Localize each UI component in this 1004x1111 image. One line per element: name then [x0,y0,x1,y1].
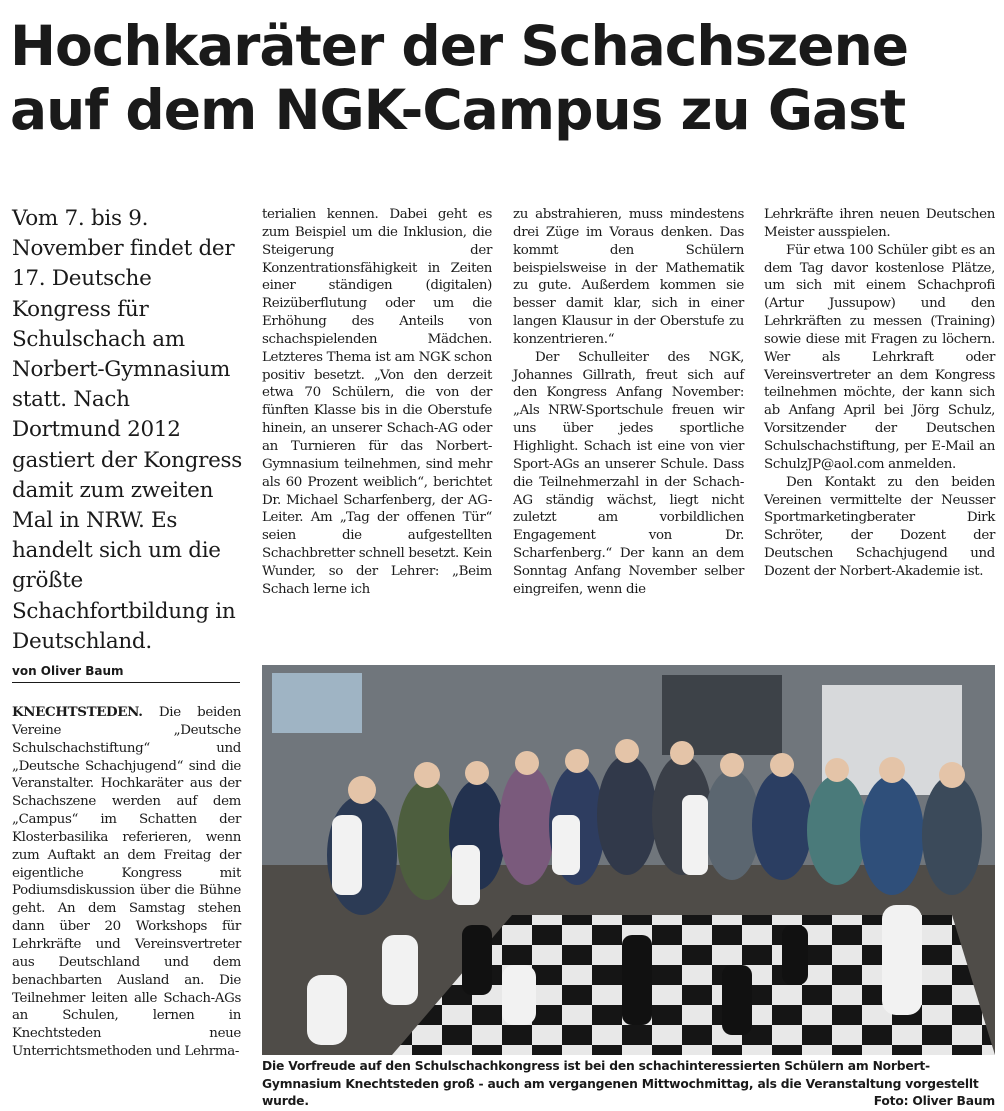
caption-text: Die Vorfreude auf den Schulschachkongress ist bei den schachinteressierten Schülern am Norbert-Gymnasium Knechtsteden groß - auch am vergangenen Mittwochmittag, als die Veranstaltung vorgestellt wurde. [262,1059,979,1108]
window [272,673,362,733]
article-paragraph: terialien kennen. Dabei geht es zum Beispiel um die Inklusion, die Steigerung der Konzentrationsfähigkeit in Zeiten einer ständigen (digitalen) Reizüberflutung oder um die Erhöhung des Anteils von schachspielenden Mädchen. Letzteres Thema ist am NGK schon positiv besetzt. „Von den derzeit etwa 70 Schülern, die von der fünften Klasse bis in die Oberstufe hinein, an unserer Schach-AG oder an Turnieren für das Norbert-Gymnasium teilnehmen, sind mehr als 60 Prozent weiblich“, berichtet Dr. Michael Scharfenberg, der AG-Leiter. Am „Tag der offenen Tür“ seien die aufgestellten Schachbretter schnell besetzt. Kein Wunder, so der Lehrer: „Beim Schach lerne ich [262,207,492,597]
article-column-2 [262,206,492,599]
photo-caption [262,1058,995,1111]
article-paragraph: Den Kontakt zu den beiden Vereinen vermittelte der Neusser Sportmarketingberater Dirk Schröter, der Dozent der Deutschen Schachjugend und Dozent der Norbert-Akademie ist. [764,474,995,579]
headline-line-2: auf dem NGK-Campus zu Gast [10,78,906,142]
group-photo [262,665,995,1055]
lead-paragraph: Vom 7. bis 9. November findet der 17. Deutsche Kongress für Schulschach am Norbert-Gymnasium statt. Nach Dortmund 2012 gastiert der Kongress damit zum zweiten Mal in NRW. Es handelt sich um die größte Schachfortbildung in Deutschland. [12,206,243,654]
article-paragraph: zu abstrahieren, muss mindestens drei Züge im Voraus denken. Das kommt den Schülern beispielsweise in der Mathematik zu gute. Außerdem kommen sie besser damit klar, sich in einer langen Klausur in der Oberstufe zu konzentrieren.“ [513,207,744,347]
article-paragraph: Lehrkräfte ihren neuen Deutschen Meister ausspielen. [764,207,995,240]
photo-credit: Foto: Oliver Baum [873,1094,995,1108]
article-column-1 [12,704,241,1061]
article-paragraph: Der Schulleiter des NGK, Johannes Gillrath, freut sich auf den Kongress Anfang November: „Als NRW-Sportschule freuen wir uns über jedes sportliche Highlight. Schach ist eine von vier Sport-AGs an unserer Schule. Dass die Teilnehmerzahl in der Schach-AG ständig wächst, liegt nicht zuletzt am vorbildlichen Engagement von Dr. Scharfenberg.“ Der kann an dem Sonntag Anfang November selber eingreifen, wenn die [513,349,744,597]
dateline: KNECHTSTEDEN. [12,704,143,720]
byline: von Oliver Baum [12,664,240,683]
article-paragraph: Für etwa 100 Schüler gibt es an dem Tag davor kostenlose Plätze, um sich mit einem Schachprofi (Artur Jussupow) und den Lehrkräften zu messen (Training) sowie diese mit Fragen zu löchern. Wer als Lehrkraft oder Vereinsvertreter an dem Kongress teilnehmen möchte, der kann sich ab Anfang April bei Jörg Schulz, Vorsitzender der Deutschen Schulschachstiftung, per E-Mail an SchulzJP@aol.com anmelden. [764,242,995,472]
headline-line-1: Hochkaräter der Schachszene [10,14,909,78]
article-column-4 [764,206,995,581]
article-paragraph: Die beiden Vereine „Deutsche Schulschachstiftung“ und „Deutsche Schachjugend“ sind die Veranstalter. Hochkaräter aus der Schachszene werden auf dem „Campus“ im Schatten der Klosterbasilika referieren, wenn zum Auftakt an dem Freitag der eigentliche Kongress mit Podiumsdiskussion über die Bühne geht. An dem Samstag stehen dann über 20 Workshops für Lehrkräfte und Vereinsvertreter aus Deutschland und dem benachbarten Ausland an. Die Teilnehmer leiten alle Schach-AGs an Schulen, lernen in Knechtsteden neue Unterrichtsmethoden und Lehrma- [12,705,241,1060]
headline [10,14,1000,142]
article-column-3 [513,206,744,599]
